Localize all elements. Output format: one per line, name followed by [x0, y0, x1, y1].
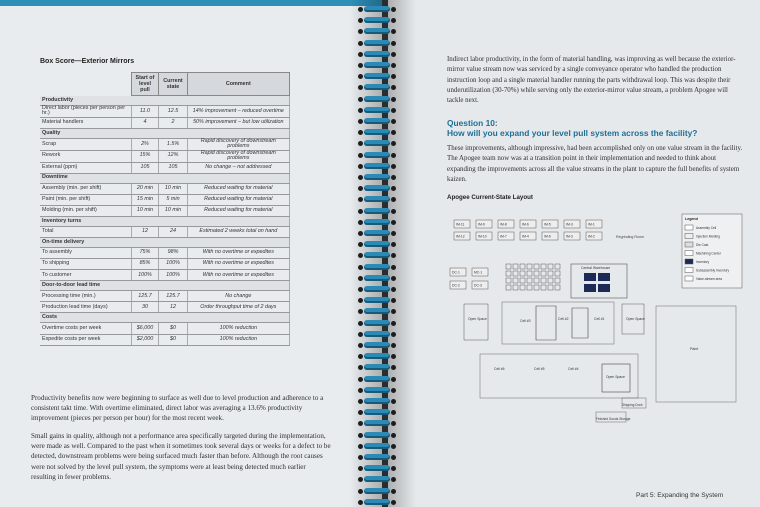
- section-label: Costs: [40, 313, 290, 323]
- legend-label: Injection Molding: [696, 234, 720, 239]
- machine-label: IM-11: [456, 222, 465, 227]
- binding-coil: [362, 150, 392, 160]
- cell-current: 12.5: [159, 106, 187, 118]
- binding-coil: [362, 239, 392, 249]
- cell-comment: 100% reduction: [187, 334, 289, 345]
- binding-coil: [362, 262, 392, 272]
- table-section-row: [40, 216, 290, 226]
- table-header-row: [40, 73, 290, 96]
- cell-label: External (ppm): [40, 162, 131, 173]
- cell-label: Overtime costs per week: [40, 323, 131, 334]
- cell-start: 75%: [131, 248, 159, 259]
- table-row: [40, 150, 290, 162]
- cell-comment: Reduced waiting for material: [187, 205, 289, 216]
- cell-label: Paint (min. per shift): [40, 194, 131, 205]
- cell-label: Direct labor (pieces per person per hr.): [40, 106, 131, 118]
- binding-coil: [362, 340, 392, 350]
- cell-start: 10 min: [131, 205, 159, 216]
- table-row: [40, 194, 290, 205]
- cell-label: Material handlers: [40, 117, 131, 128]
- current-state-layout-diagram: [446, 206, 746, 436]
- warehouse-inventory-4: [598, 284, 610, 292]
- header-blank: [40, 73, 131, 96]
- legend-swatch: [685, 268, 693, 273]
- box-score-title: Box Score—Exterior Mirrors: [40, 58, 135, 65]
- cell-current: 1.5%: [159, 138, 187, 150]
- table-row: [40, 291, 290, 302]
- machine-row-1: [454, 220, 602, 228]
- machine-dc-3: DC-3: [474, 283, 482, 288]
- binding-coil: [362, 4, 392, 14]
- cell-comment: Estimated 2 weeks total on hand: [187, 226, 289, 237]
- legend-box: [682, 214, 742, 288]
- table-row: [40, 162, 290, 173]
- table-section-row: [40, 96, 290, 106]
- table-row: [40, 183, 290, 194]
- cell-start: 15 min: [131, 194, 159, 205]
- binding-coil: [362, 15, 392, 25]
- machine-label: IM-9: [478, 222, 485, 227]
- cell-current: 24: [159, 226, 187, 237]
- question-heading: [447, 118, 697, 138]
- cell-current: 100%: [159, 270, 187, 281]
- binding-coil: [362, 116, 392, 126]
- table-row: [40, 205, 290, 216]
- warehouse-inventory-2: [598, 273, 610, 281]
- machine-row-2: [454, 232, 602, 240]
- cell-start: 4: [131, 117, 159, 128]
- cell-label: Scrap: [40, 138, 131, 150]
- paragraph-productivity: Productivity benefits now were beginning to surface as well due to level production and adherence to a consistent takt time. With overtime eliminated, direct labor was averaging a 13.6% productivity improvement (pieces per person per hour) for the most recent week.: [31, 394, 324, 423]
- cell-label: To assembly: [40, 248, 131, 259]
- binding-coil: [362, 497, 392, 507]
- cell-label: Molding (min. per shift): [40, 205, 131, 216]
- cell-start: 11.0: [131, 106, 159, 118]
- cell-comment: Reduced waiting for material: [187, 183, 289, 194]
- cell-comment: Rapid discovery of downstream problems: [187, 138, 289, 150]
- cell-comment: Order throughput time of 2 days: [187, 302, 289, 313]
- regrinding-room-label: Regrinding Room: [616, 235, 644, 239]
- cell-start: 30: [131, 302, 159, 313]
- binding-coil: [362, 172, 392, 182]
- binding-coil: [362, 71, 392, 81]
- cell-comment: 14% improvement – reduced overtime: [187, 106, 289, 118]
- section-label: Quality: [40, 128, 290, 138]
- binding-coil: [362, 284, 392, 294]
- machine-label: IM-4: [522, 234, 529, 239]
- table-section-row: [40, 173, 290, 183]
- legend-swatch: [685, 225, 693, 230]
- cell-comment: With no overtime or expedites: [187, 270, 289, 281]
- cell-current: 100%: [159, 259, 187, 270]
- table-section-row: [40, 128, 290, 138]
- machine-label: IM-10: [478, 234, 487, 239]
- machine-mc-1: MC-1: [474, 270, 483, 275]
- binding-coil: [362, 105, 392, 115]
- machine-label: IM-6: [544, 234, 551, 239]
- machine-label: IM-6: [522, 222, 529, 227]
- page-accent-bar: [0, 0, 382, 6]
- legend-label: Value-stream area: [696, 277, 722, 281]
- paragraph-indirect-labor: Indirect labor productivity, in the form of material handling, was improving as well because the exterior-mirror value stream now was serviced by a single conveyance operator who handled the production instruction loop and a single material handler running the parts withdrawal loop. This was despite their underutilization (30-70%) while serving only the exterior-mirror value stream, a problem Apogee will tackle next.: [447, 56, 736, 105]
- legend-title: Legend: [685, 217, 698, 221]
- cell-current: 125.7: [159, 291, 187, 302]
- cell-comment: 50% improvement – but low utilization: [187, 117, 289, 128]
- legend-label: Machining Center: [696, 251, 721, 256]
- machine-label: IM-1: [588, 222, 595, 227]
- page-footer: Part 5: Expanding the System: [636, 492, 724, 499]
- header-comment: Comment: [187, 73, 289, 96]
- binding-coil: [362, 217, 392, 227]
- cell-start: 15%: [131, 150, 159, 162]
- binding-coil: [362, 430, 392, 440]
- table-row: [40, 302, 290, 313]
- table-body: [40, 96, 290, 346]
- binding-coil: [362, 273, 392, 283]
- legend-label: Subassembly Inventory: [696, 268, 730, 273]
- central-warehouse-label: Central Warehouse: [581, 266, 611, 270]
- shipping-dock-label: Shipping Dock: [622, 403, 643, 407]
- machine-label: IM-3: [566, 234, 573, 239]
- open-space-right-label: Open Space: [626, 317, 645, 321]
- binding-coil: [362, 49, 392, 59]
- binding-coil: [362, 318, 392, 328]
- legend-swatch: [685, 276, 693, 281]
- machine-label: IM-8: [500, 222, 507, 227]
- table-row: [40, 117, 290, 128]
- binding-coil: [362, 60, 392, 70]
- machine-label: IM-5: [544, 222, 551, 227]
- cell-comment: With no overtime or expedites: [187, 248, 289, 259]
- cell-start: 100%: [131, 270, 159, 281]
- binding-coil: [362, 452, 392, 462]
- binding-coil: [362, 474, 392, 484]
- table-section-row: [40, 281, 290, 291]
- cell-current: 98%: [159, 248, 187, 259]
- binding-coil: [362, 138, 392, 148]
- open-space-lower-label: Open Space: [606, 375, 625, 379]
- section-label: Inventory turns: [40, 216, 290, 226]
- cell-current: 5 min: [159, 194, 187, 205]
- cell-start: 125.7: [131, 291, 159, 302]
- question-text: How will you expand your level pull system across the facility?: [447, 128, 698, 138]
- cell-label: Expedite costs per week: [40, 334, 131, 345]
- cell-current: 10 min: [159, 205, 187, 216]
- spiral-binding: [362, 0, 392, 507]
- cell-label: Production lead time (days): [40, 302, 131, 313]
- binding-coil: [362, 206, 392, 216]
- machine-dc-1: DC-1: [452, 270, 460, 275]
- legend-label: Assembly Cell: [696, 226, 717, 230]
- legend-label: Die Cast: [696, 243, 709, 247]
- binding-coil: [362, 295, 392, 305]
- binding-coil: [362, 374, 392, 384]
- cell-comment: Rapid discovery of downstream problems: [187, 150, 289, 162]
- cell-comment: With no overtime or expedites: [187, 259, 289, 270]
- table-row: [40, 259, 290, 270]
- cell-label: To shipping: [40, 259, 131, 270]
- binding-coil: [362, 362, 392, 372]
- legend-swatch: [685, 234, 693, 239]
- paragraph-answer: [447, 144, 743, 185]
- machine-label: IM-3: [566, 222, 573, 227]
- legend-swatch: [685, 251, 693, 256]
- cell-start: 85%: [131, 259, 159, 270]
- machine-dc-2: DC-2: [452, 283, 460, 288]
- binding-coil: [362, 306, 392, 316]
- right-page: [388, 0, 760, 507]
- table-row: [40, 248, 290, 259]
- cell-4-label: Cell #4: [568, 367, 579, 371]
- binding-coil: [362, 26, 392, 36]
- legend-swatch: [685, 242, 693, 247]
- cell-label: Assembly (min. per shift): [40, 183, 131, 194]
- cell-2-label: Cell #2: [558, 317, 569, 321]
- binding-coil: [362, 407, 392, 417]
- binding-coil: [362, 396, 392, 406]
- binding-coil: [362, 418, 392, 428]
- legend-swatch: [685, 259, 693, 264]
- table-row: [40, 334, 290, 345]
- cell-3-label: Cell #3: [520, 319, 531, 323]
- table-section-row: [40, 238, 290, 248]
- cell-start: 2%: [131, 138, 159, 150]
- binding-coil: [362, 194, 392, 204]
- machine-label: IM-2: [588, 234, 595, 239]
- binding-coil: [362, 94, 392, 104]
- cell-current: 10 min: [159, 183, 187, 194]
- table-row: [40, 106, 290, 118]
- cell-current: $0: [159, 323, 187, 334]
- cell-current: 105: [159, 162, 187, 173]
- finished-goods-label: Finished Goods Storage: [596, 417, 631, 421]
- cell-current: 2: [159, 117, 187, 128]
- cell-label: To customer: [40, 270, 131, 281]
- header-start: Start of level pull: [131, 73, 159, 96]
- cell-start: $6,000: [131, 323, 159, 334]
- cell-5-label: Cell #5: [534, 367, 545, 371]
- section-label: Door-to-door lead time: [40, 281, 290, 291]
- cell-start: $2,000: [131, 334, 159, 345]
- binding-coil: [362, 82, 392, 92]
- box-score-table: [40, 72, 290, 346]
- cell-comment: Reduced waiting for material: [187, 194, 289, 205]
- machine-label: IM-12: [456, 234, 465, 239]
- question-label: Question 10:: [447, 118, 498, 128]
- machine-label: IM-7: [500, 234, 507, 239]
- binding-coil: [362, 38, 392, 48]
- binding-coil: [362, 127, 392, 137]
- header-current: Current state: [159, 73, 187, 96]
- cell-1-label: Cell #1: [594, 317, 605, 321]
- legend-label: Inventory: [696, 260, 710, 264]
- binding-coil: [362, 463, 392, 473]
- section-label: Downtime: [40, 173, 290, 183]
- cell-comment: No change – not addressed: [187, 162, 289, 173]
- binding-coil: [362, 329, 392, 339]
- cell-comment: 100% reduction: [187, 323, 289, 334]
- table-row: [40, 138, 290, 150]
- cell-comment: No change: [187, 291, 289, 302]
- cell-label: Processing time (min.): [40, 291, 131, 302]
- layout-title: Apogee Current-State Layout: [447, 194, 533, 201]
- table-row: [40, 226, 290, 237]
- cell-label: Rework: [40, 150, 131, 162]
- section-label: On-time delivery: [40, 238, 290, 248]
- table-section-row: [40, 313, 290, 323]
- paragraph-quality: Small gains in quality, although not a performance area specifically targeted during the implementation, were made as well. Compared to the past when it sometimes took several days or weeks for a defect to be detected, downstream problems were being surfaced much faster than before. Although the root causes were not solved by the level pull system, the symptoms were at least being detected much earlier resulting in fewer problems.: [31, 432, 331, 481]
- binding-coil: [362, 385, 392, 395]
- binding-coil: [362, 351, 392, 361]
- cell-current: 12%: [159, 150, 187, 162]
- table-row: [40, 270, 290, 281]
- answer-text: These improvements, although impressive, had been accomplished only on one value stream in the facility. The Apogee team now was at a transition point in their implementation and needed to think about expanding the improvements across all the value streams in the plant to capture the full benefits of system kaizen.: [447, 145, 743, 183]
- cell-label: Total: [40, 226, 131, 237]
- open-space-left-label: Open Space: [468, 317, 487, 321]
- section-label: Productivity: [40, 96, 290, 106]
- binding-coil: [362, 183, 392, 193]
- binding-coil: [362, 486, 392, 496]
- warehouse-inventory-3: [584, 284, 596, 292]
- binding-coil: [362, 441, 392, 451]
- cell-current: 12: [159, 302, 187, 313]
- binding-coil: [362, 250, 392, 260]
- binding-coil: [362, 161, 392, 171]
- cell-start: 20 min: [131, 183, 159, 194]
- warehouse-inventory-1: [584, 273, 596, 281]
- binding-coil: [362, 228, 392, 238]
- cell-6-label: Cell #6: [494, 367, 505, 371]
- cell-start: 105: [131, 162, 159, 173]
- cell-start: 12: [131, 226, 159, 237]
- table-row: [40, 323, 290, 334]
- paint-label: Paint: [690, 347, 699, 351]
- cell-current: $0: [159, 334, 187, 345]
